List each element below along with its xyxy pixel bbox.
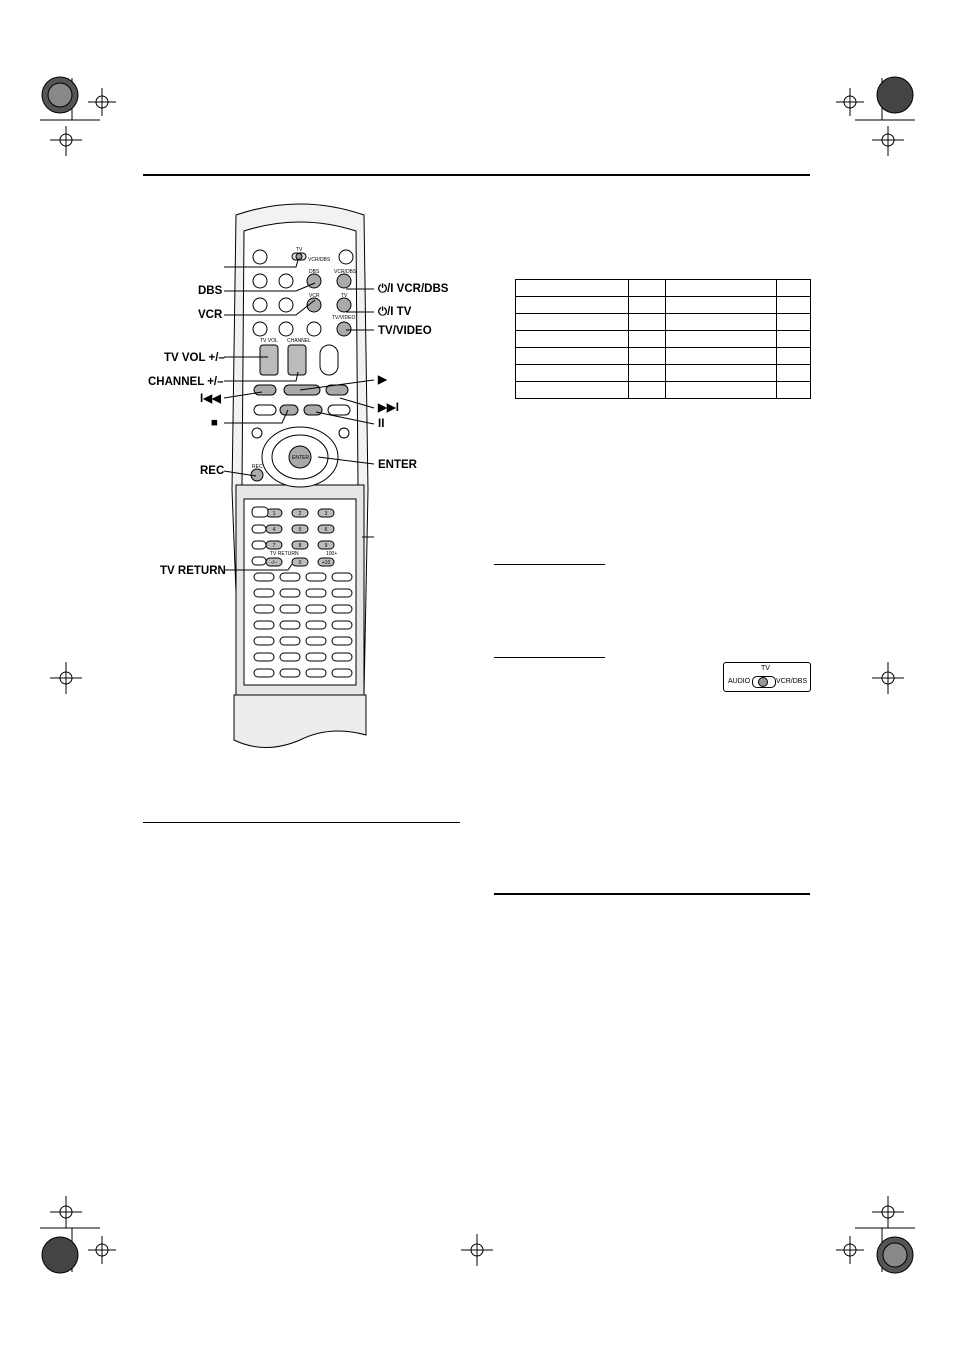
label-rec: REC — [200, 465, 225, 477]
body-tv-video-label: TV/VIDEO — [332, 315, 356, 321]
num-key-5: 5 — [298, 527, 302, 533]
label-stop: ■ — [211, 417, 218, 429]
body-rec-label: REC — [252, 464, 263, 470]
table-row — [516, 382, 811, 399]
body-vcr-label: VCR — [309, 293, 320, 299]
label-vcr: VCR — [198, 309, 223, 321]
switch-audio-label: AUDIO — [728, 678, 751, 685]
body-100plus-label: 100+ — [326, 551, 338, 557]
table-row — [516, 280, 811, 297]
label-skip-forward: ▶▶I — [378, 402, 399, 414]
section-underline — [494, 564, 605, 565]
body-tv-vol-label: TV VOL — [260, 338, 278, 344]
body-tv-return-label: TV RETURN — [270, 551, 299, 557]
body-vcrdbs-btn-label: VCR/DBS — [334, 269, 357, 275]
code-table — [515, 279, 811, 399]
label-power-tv: ⏻/I TV — [378, 306, 412, 318]
section-rule-left — [143, 822, 460, 823]
num-key-0: 0 — [298, 560, 302, 566]
table-row — [516, 348, 811, 365]
num-key-6: 6 — [324, 527, 328, 533]
label-tv-vol: TV VOL +/– — [164, 352, 225, 364]
body-tv-label: TV — [296, 247, 303, 253]
body-channel-label: CHANNEL — [287, 338, 311, 344]
label-enter: ENTER — [378, 459, 417, 471]
table-row — [516, 365, 811, 382]
label-dbs: DBS — [198, 285, 223, 297]
table-row — [516, 314, 811, 331]
label-channel: CHANNEL +/– — [148, 376, 224, 388]
section-rule-right — [494, 893, 810, 895]
table-row — [516, 297, 811, 314]
switch-tv-label: TV — [761, 665, 770, 672]
num-key-7: 7 — [272, 543, 276, 549]
label-tv-video: TV/VIDEO — [378, 325, 432, 337]
label-power-vcr-dbs: ⏻/I VCR/DBS — [378, 283, 449, 295]
num-key-plus10: +10 — [321, 560, 331, 566]
num-key-4: 4 — [272, 527, 276, 533]
label-tv-return: TV RETURN — [160, 565, 226, 577]
switch-vcr-dbs-label: VCR/DBS — [776, 678, 808, 685]
label-pause: II — [378, 418, 385, 430]
num-key-dash: -/-- — [270, 560, 278, 566]
body-enter-label: ENTER — [292, 455, 309, 461]
body-dbs-label: DBS — [309, 269, 320, 275]
section-underline — [494, 657, 605, 658]
label-skip-back: I◀◀ — [200, 393, 221, 405]
num-key-1: 1 — [272, 511, 276, 517]
num-key-9: 9 — [324, 543, 328, 549]
body-vcr-dbs-label: VCR/DBS — [308, 257, 331, 263]
label-play: ▶ — [378, 374, 387, 386]
num-key-8: 8 — [298, 543, 302, 549]
switch-knob — [758, 677, 768, 687]
tv-switch-figure — [723, 662, 811, 692]
num-key-3: 3 — [324, 511, 328, 517]
table-row — [516, 331, 811, 348]
num-key-2: 2 — [298, 511, 302, 517]
body-tv-btn-label: TV — [341, 293, 348, 299]
